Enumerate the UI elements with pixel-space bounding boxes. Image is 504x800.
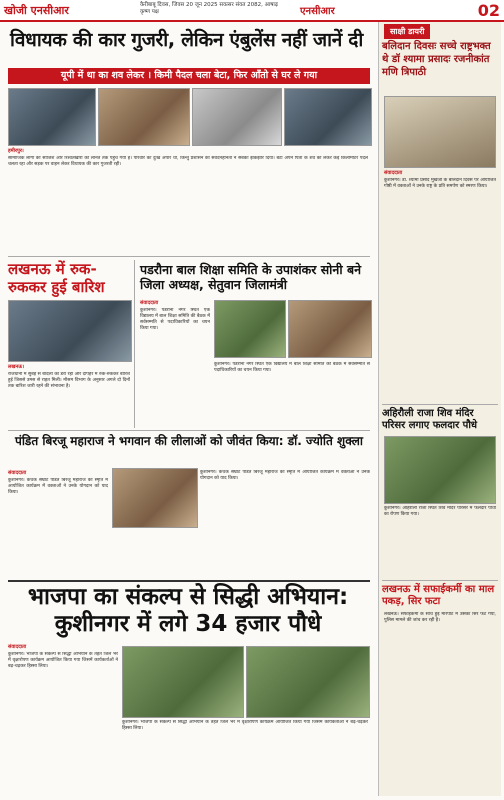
sidebar-sub1-photo xyxy=(384,436,496,504)
divider xyxy=(8,256,370,257)
dateline: कैरीबाबू दिवस, जिवस 20 जून 2025 सवत्सर संवत 2082, आषाढ़ कृष्ण पक्ष xyxy=(140,2,278,15)
divider xyxy=(8,430,370,431)
bottom-photo-1 xyxy=(122,646,244,718)
padrauna-photo-2 xyxy=(288,300,372,358)
page-number: 02 xyxy=(477,1,500,20)
sidebar-sub1-headline: अहिरौली राजा शिव मंदिर परिसर लगाए फलदार पौधे xyxy=(382,408,478,431)
birju-body: कुशीनगर। कथक सम्राट पंडित बिरजू महाराज की स्मृति में आयोजित कार्यक्रम में वक्ताओं ने उनके योगदान को याद किया। xyxy=(8,478,108,495)
padrauna-body-cont: कुशीनगर। पडरौना नगर स्थित एक विद्यालय में बाल शिक्षा समिति की बैठक में सर्वसम्मति से पदाधिकारियों का चयन किया गया। xyxy=(214,362,370,373)
birju-photo xyxy=(112,468,198,528)
sidebar-sub1-body: कुशीनगर। अहिरौली राजा स्थित शिव मंदिर परिसर में फलदार पौधों का रोपण किया गया। xyxy=(384,506,496,517)
section-name: एनसीआर xyxy=(300,6,335,17)
lead-headline: विधायक की कार गुजरी, लेकिन एंबुलेंस नहीं जानें दी xyxy=(10,29,363,51)
paper-name: खोजी एनसीआर xyxy=(4,4,69,17)
divider xyxy=(134,260,135,428)
divider xyxy=(8,580,370,582)
lead-subhead: यूपी में था का शव लेकर । किमी पैदल चला बेटा, फिर आँतो से घर ले गया xyxy=(8,68,370,84)
bottom-byline: संवाददाता xyxy=(8,644,27,650)
birju-headline: पंडित बिरजू महाराज ने भगवान की लीलाओं को जीवंत किया: डॉ. ज्योति शुक्ला xyxy=(15,434,363,448)
sidebar-headline: बलिदान दिवसः सच्चे राष्ट्रभक्त थे डॉ श्यामा प्रसादः रजनीकांत मणि त्रिपाठी xyxy=(382,41,491,78)
bottom-photo-2 xyxy=(246,646,370,718)
lead-byline: हमीरपुर। xyxy=(8,148,24,154)
lead-photo-1 xyxy=(8,88,96,146)
padrauna-body: कुशीनगर। पडरौना नगर स्थित एक विद्यालय में बाल शिक्षा समिति की बैठक में सर्वसम्मति से पदाधिकारियों का चयन किया गया। xyxy=(140,308,210,331)
lead-body: सामाजिक लोगों की साजिश और रिश्वतखोरी की लानत तक पहुंच गयी है। परिवार का दुःख अपार था, किन्तु प्रशासन की संवेदनहीनता ने सबको झकझोर दिया। बेटा अपने पिता के शव को लेकर कई किलोमीटर पैदल चलता रहा और सड़क पर वाहन लेकर विधायक की कार गुजरती रही। xyxy=(8,156,368,167)
birju-byline: संवाददाता xyxy=(8,470,27,476)
bottom-body: कुशीनगर। भाजपा के संकल्प से सिद्धी अभियान के तहत जिले भर में वृक्षारोपण कार्यक्रम आयोजित किया गया जिसमें कार्यकर्ताओं ने बढ़-चढ़कर हिस्सा लिया। xyxy=(8,652,118,669)
sidebar-byline: संवाददाता xyxy=(384,170,403,176)
masthead xyxy=(0,0,504,22)
padrauna-headline: पडरौना बाल शिक्षा समिति के उपाशंकर सोनी बने जिला अध्यक्ष, सेतुवान जिलामंत्री xyxy=(140,262,362,292)
rain-byline: लखनऊ। xyxy=(8,364,25,370)
bottom-body-cont: कुशीनगर। भाजपा के संकल्प से सिद्धी अभियान के तहत जिले भर में वृक्षारोपण कार्यक्रम आयोजित किया गया जिसमें कार्यकर्ताओं ने बढ़-चढ़कर हिस्सा लिया। xyxy=(122,720,368,731)
lead-photo-4 xyxy=(284,88,372,146)
padrauna-byline: संवाददाता xyxy=(140,300,159,306)
bottom-headline: भाजपा का संकल्प से सिद्धी अभियान: कुशीनगर में लगे 34 हजार पौधे xyxy=(27,584,349,637)
sidebar-tag: साक्षी डायरी xyxy=(384,24,430,39)
rain-photo xyxy=(8,300,132,362)
sidebar-portrait xyxy=(384,96,496,168)
padrauna-photo-1 xyxy=(214,300,286,358)
divider xyxy=(382,404,498,405)
lead-photo-3 xyxy=(192,88,282,146)
lead-photo-2 xyxy=(98,88,190,146)
sidebar-sub2-body: लखनऊ। सफाईकर्मी के साथ हुई मारपीट में उसका सिर फट गया, पुलिस मामले की जांच कर रही है। xyxy=(384,612,496,623)
divider xyxy=(382,580,498,581)
rain-headline: लखनऊ में रुक-रुककर हुई बारिश xyxy=(8,260,105,296)
rain-body: राजधानी में सुबह से बादलों का डेरा रहा और दोपहर में रुक-रुककर बारिश हुई जिससे उमस से राहत मिली। मौसम विभाग के अनुसार अगले दो दिनों तक बारिश जारी रहने की संभावना है। xyxy=(8,372,130,389)
sidebar-body: कुशीनगर। डॉ. श्यामा प्रसाद मुखर्जी के बलिदान दिवस पर आयोजित गोष्ठी में वक्ताओं ने उनके राष्ट्र के प्रति समर्पण को स्मरण किया। xyxy=(384,178,496,189)
sidebar-sub2-headline: लखनऊ में सफाईकर्मी का माल पकड़, सिर फटा xyxy=(382,584,495,607)
birju-body-cont: कुशीनगर। कथक सम्राट पंडित बिरजू महाराज की स्मृति में आयोजित कार्यक्रम में वक्ताओं ने उनके योगदान को याद किया। xyxy=(200,470,370,481)
